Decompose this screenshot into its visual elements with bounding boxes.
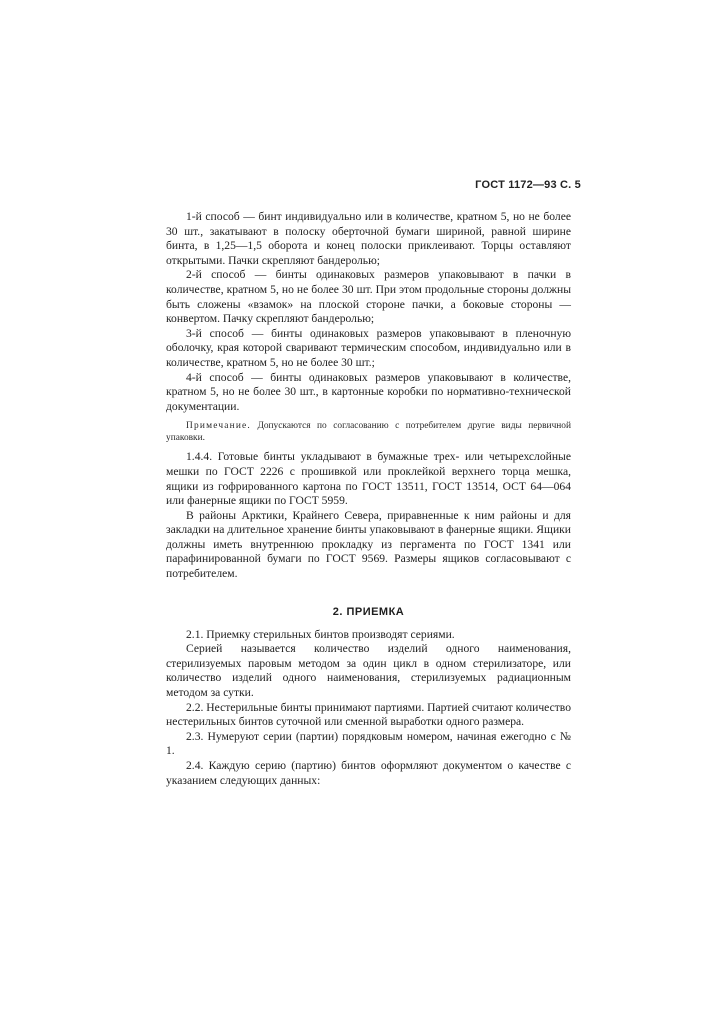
paragraph-1-4-4: 1.4.4. Готовые бинты укладывают в бумажные трех- или четырехслойные мешки по ГОСТ 2226 с прошивкой или проклейкой верхнего торца мешка, ящики из гофрированного картона по ГОСТ 13511, ГОСТ 13514, ОСТ 64—064 или фанерные ящики по ГОСТ 5959. — [166, 450, 571, 508]
page-header: ГОСТ 1172—93 С. 5 — [475, 179, 581, 191]
paragraph-method-1: 1-й способ — бинт индивидуально или в количестве, кратном 5, но не более 30 шт., закатывают в полоску оберточной бумаги шириной, равной ширине бинта, в 1,25—1,5 оборота и конец полоски приклеивают. Торцы оставляют открытыми. Пачки скрепляют бандеролью; — [166, 210, 571, 267]
paragraph-2-4: 2.4. Каждую серию (партию) бинтов оформляют документом о качестве с указанием следующих данных: — [166, 759, 571, 787]
page-body — [166, 210, 571, 788]
paragraph-2-3: 2.3. Нумеруют серии (партии) порядковым номером, начиная ежегодно с № 1. — [166, 729, 571, 758]
section-title: 2. ПРИЕМКА — [332, 605, 405, 618]
note-label: Примечание. — [186, 421, 251, 432]
paragraph-arctic: В районы Арктики, Крайнего Севера, приравненные к ним районы и для закладки на длительное хранение бинты упаковывают в фанерные ящики. Ящики должны иметь внутреннюю прокладку из пергамента по ГОСТ 1341 или парафинированной бумаги по ГОСТ 9569. Размеры ящиков согласовывают с потребителем. — [166, 508, 571, 581]
paragraph-method-2: 2-й способ — бинты одинаковых размеров упаковывают в пачки в количестве, кратном 5, но не более 30 шт. При этом продольные стороны должны быть сложены «взамок» на плоской стороне пачки, а боковые стороны — конвертом. Пачку скрепляют бандеролью; — [166, 268, 571, 326]
note-text: Допускаются по согласованию с потребителем другие виды первичной упаковки. — [166, 421, 572, 444]
paragraph-method-4: 4-й способ — бинты одинаковых размеров упаковывают в количестве, кратном 5, но не более 30 шт., в картонные коробки по нормативно-технической документации. — [166, 370, 571, 413]
paragraph-2-1: 2.1. Приемку стерильных бинтов производят сериями. — [186, 627, 455, 641]
paragraph-2-2: 2.2. Нестерильные бинты принимают партиями. Партией считают количество нестерильных бинтов суточной или сменной выработки одного размера. — [166, 700, 571, 729]
note — [166, 420, 571, 444]
paragraph-method-3: 3-й способ — бинты одинаковых размеров упаковывают в пленочную оболочку, края которой сваривают термическим способом, индивидуально или в количестве, кратном 5, но не более 30 шт.; — [166, 326, 571, 369]
paragraph-series-definition: Серией называется количество изделий одного наименования, стерилизуемых паровым методом за один цикл в одном стерилизаторе, или количество изделий одного наименования, стерилизуемых радиационным методом за сутки. — [166, 642, 571, 700]
